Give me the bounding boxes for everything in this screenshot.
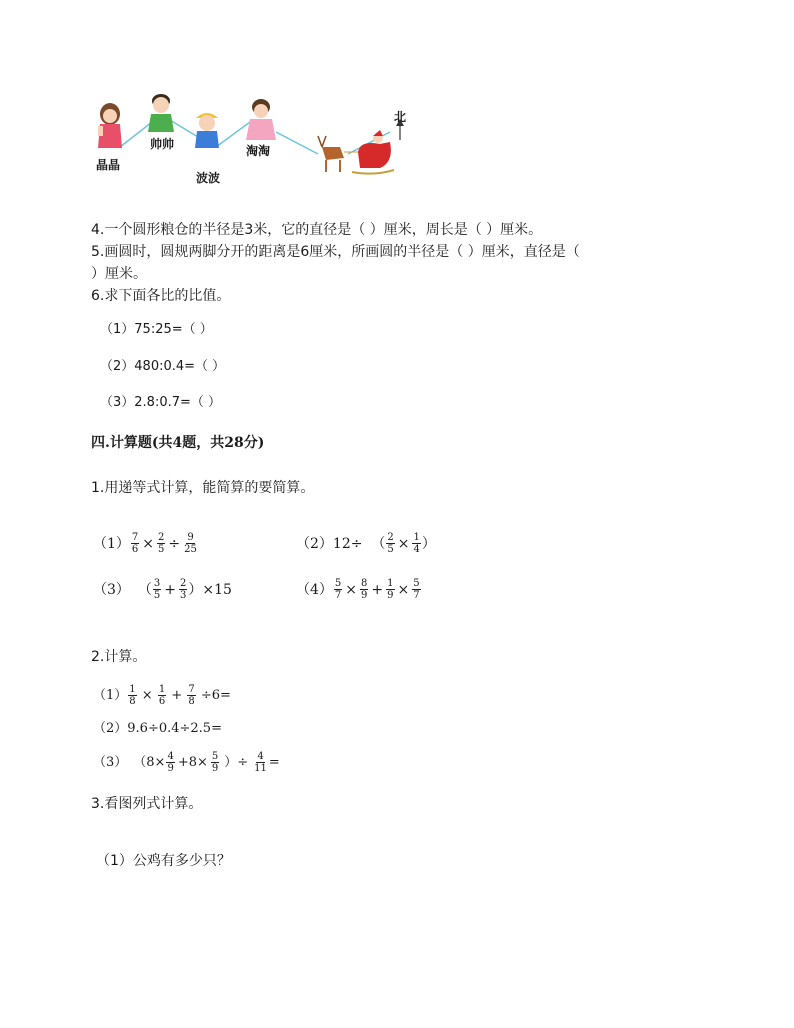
route-line-2 — [170, 120, 198, 137]
operator: × — [397, 581, 410, 598]
fraction — [131, 532, 139, 555]
denominator: 25 — [184, 544, 197, 555]
numerator: 5 — [211, 751, 219, 762]
numerator: 1 — [158, 684, 166, 695]
child-taotao-icon — [246, 99, 276, 140]
calc-q1-item-4-label: （4） — [296, 581, 333, 598]
question-5-line-2: ）厘米。 — [91, 266, 147, 282]
numerator: 1 — [129, 684, 136, 695]
expression-suffix: ）×15 — [188, 581, 232, 598]
expression-suffix: ） — [421, 535, 436, 552]
operator: × — [397, 535, 410, 552]
fraction — [253, 751, 268, 774]
question-6: 6.求下面各比的比值。 — [91, 288, 231, 304]
calc-q1-title: 1.用递等式计算，能简算的要简算。 — [91, 480, 315, 496]
child-name-jingjing: 晶晶 — [96, 158, 121, 172]
numerator: 1 — [413, 532, 420, 543]
calc-q1-item-3-label: （3） — [93, 581, 130, 598]
calc-q3-sub-1: （1）公鸡有多少只？ — [96, 853, 231, 869]
equals-sign: = — [268, 754, 280, 770]
child-shuaishuai-icon — [148, 94, 174, 132]
expression-prefix: （ — [137, 581, 152, 598]
route-line-4 — [276, 132, 318, 154]
denominator: 9 — [167, 763, 174, 774]
fraction — [153, 578, 161, 601]
calc-q1-item-1 — [93, 532, 199, 555]
operator: + — [371, 581, 384, 598]
operator: × — [137, 687, 157, 703]
numerator: 5 — [334, 578, 342, 589]
fraction — [157, 532, 165, 555]
fraction — [183, 532, 198, 555]
section-4-title: 四.计算题(共4题，共28分) — [91, 435, 265, 451]
calc-q1-item-2-label: （2） — [296, 535, 333, 552]
fraction — [386, 532, 394, 555]
calc-q2-item-1-label: （1） — [93, 687, 128, 703]
calc-q1-item-2 — [296, 532, 436, 555]
denominator: 5 — [153, 590, 161, 601]
numerator: 8 — [361, 578, 368, 589]
fraction — [360, 578, 368, 601]
child-bobo-icon — [195, 113, 219, 148]
expression-suffix: ）÷ — [224, 754, 249, 770]
calc-q2-item-3-label: （3） — [93, 754, 128, 770]
calc-q1-item-3 — [93, 578, 232, 601]
fraction — [211, 751, 219, 774]
operator: ÷ — [168, 535, 181, 552]
denominator: 9 — [361, 590, 368, 601]
calc-q3-title: 3.看图列式计算。 — [91, 796, 203, 812]
calc-q2-title: 2.计算。 — [91, 649, 147, 665]
calc-q2-item-3 — [93, 751, 280, 774]
denominator: 7 — [334, 590, 342, 601]
numerator: 5 — [413, 578, 420, 589]
numerator: 4 — [257, 751, 264, 762]
numerator: 2 — [387, 532, 394, 543]
denominator: 3 — [180, 590, 187, 601]
expression-prefix: 12÷ （ — [332, 535, 386, 552]
fraction — [179, 578, 187, 601]
operator: × — [345, 581, 358, 598]
route-line-1 — [120, 122, 152, 147]
question-6-item-3: （3）2.8:0.7=（ ） — [100, 395, 222, 410]
question-6-item-2: （2）480:0.4=（ ） — [100, 359, 226, 374]
denominator: 9 — [387, 590, 394, 601]
question-4: 4.一个圆形粮仓的半径是3米，它的直径是（ ）厘米，周长是（ ）厘米。 — [91, 222, 543, 238]
numerator: 4 — [167, 751, 174, 762]
operator: + — [164, 581, 177, 598]
denominator: 5 — [387, 544, 394, 555]
fraction — [187, 684, 195, 707]
calc-q1-item-4 — [296, 578, 422, 601]
expression-prefix: （8× — [133, 754, 166, 770]
sleigh-icon — [318, 130, 394, 174]
fraction — [128, 684, 136, 707]
question-5-line-1: 5.画圆时，圆规两脚分开的距离是6厘米，所画圆的半径是（ ）厘米，直径是（ — [91, 244, 580, 260]
child-jingjing-icon — [98, 103, 122, 148]
numerator: 2 — [180, 578, 187, 589]
fraction — [334, 578, 342, 601]
operator: + — [167, 687, 187, 703]
denominator: 8 — [129, 696, 136, 707]
calc-q1-item-1-label: （1） — [93, 535, 130, 552]
fraction — [166, 751, 174, 774]
denominator: 9 — [211, 763, 219, 774]
denominator: 6 — [158, 696, 166, 707]
fraction — [158, 684, 166, 707]
denominator: 11 — [254, 763, 267, 774]
route-line-3 — [216, 122, 250, 147]
expression-suffix: ÷6= — [196, 687, 231, 703]
fraction — [412, 578, 420, 601]
north-label: 北 — [394, 110, 407, 124]
child-name-bobo: 波波 — [196, 171, 221, 185]
numerator: 9 — [187, 532, 194, 543]
denominator: 5 — [158, 544, 165, 555]
child-name-taotao: 淘淘 — [246, 144, 271, 158]
question-6-item-1: （1）75:25=（ ） — [100, 322, 213, 337]
numerator: 1 — [387, 578, 394, 589]
denominator: 4 — [413, 544, 420, 555]
fraction — [412, 532, 420, 555]
calc-q2-item-1 — [93, 684, 231, 707]
calc-q2-item-2: （2）9.6÷0.4÷2.5= — [93, 721, 222, 736]
numerator: 7 — [131, 532, 139, 543]
denominator: 8 — [188, 696, 195, 707]
numerator: 7 — [188, 684, 195, 695]
child-name-shuaishuai: 帅帅 — [150, 137, 175, 151]
denominator: 6 — [131, 544, 139, 555]
denominator: 7 — [413, 590, 420, 601]
numerator: 2 — [158, 532, 165, 543]
fraction — [386, 578, 394, 601]
numerator: 3 — [153, 578, 161, 589]
operator: × — [142, 535, 155, 552]
expression-middle: +8× — [177, 754, 208, 770]
